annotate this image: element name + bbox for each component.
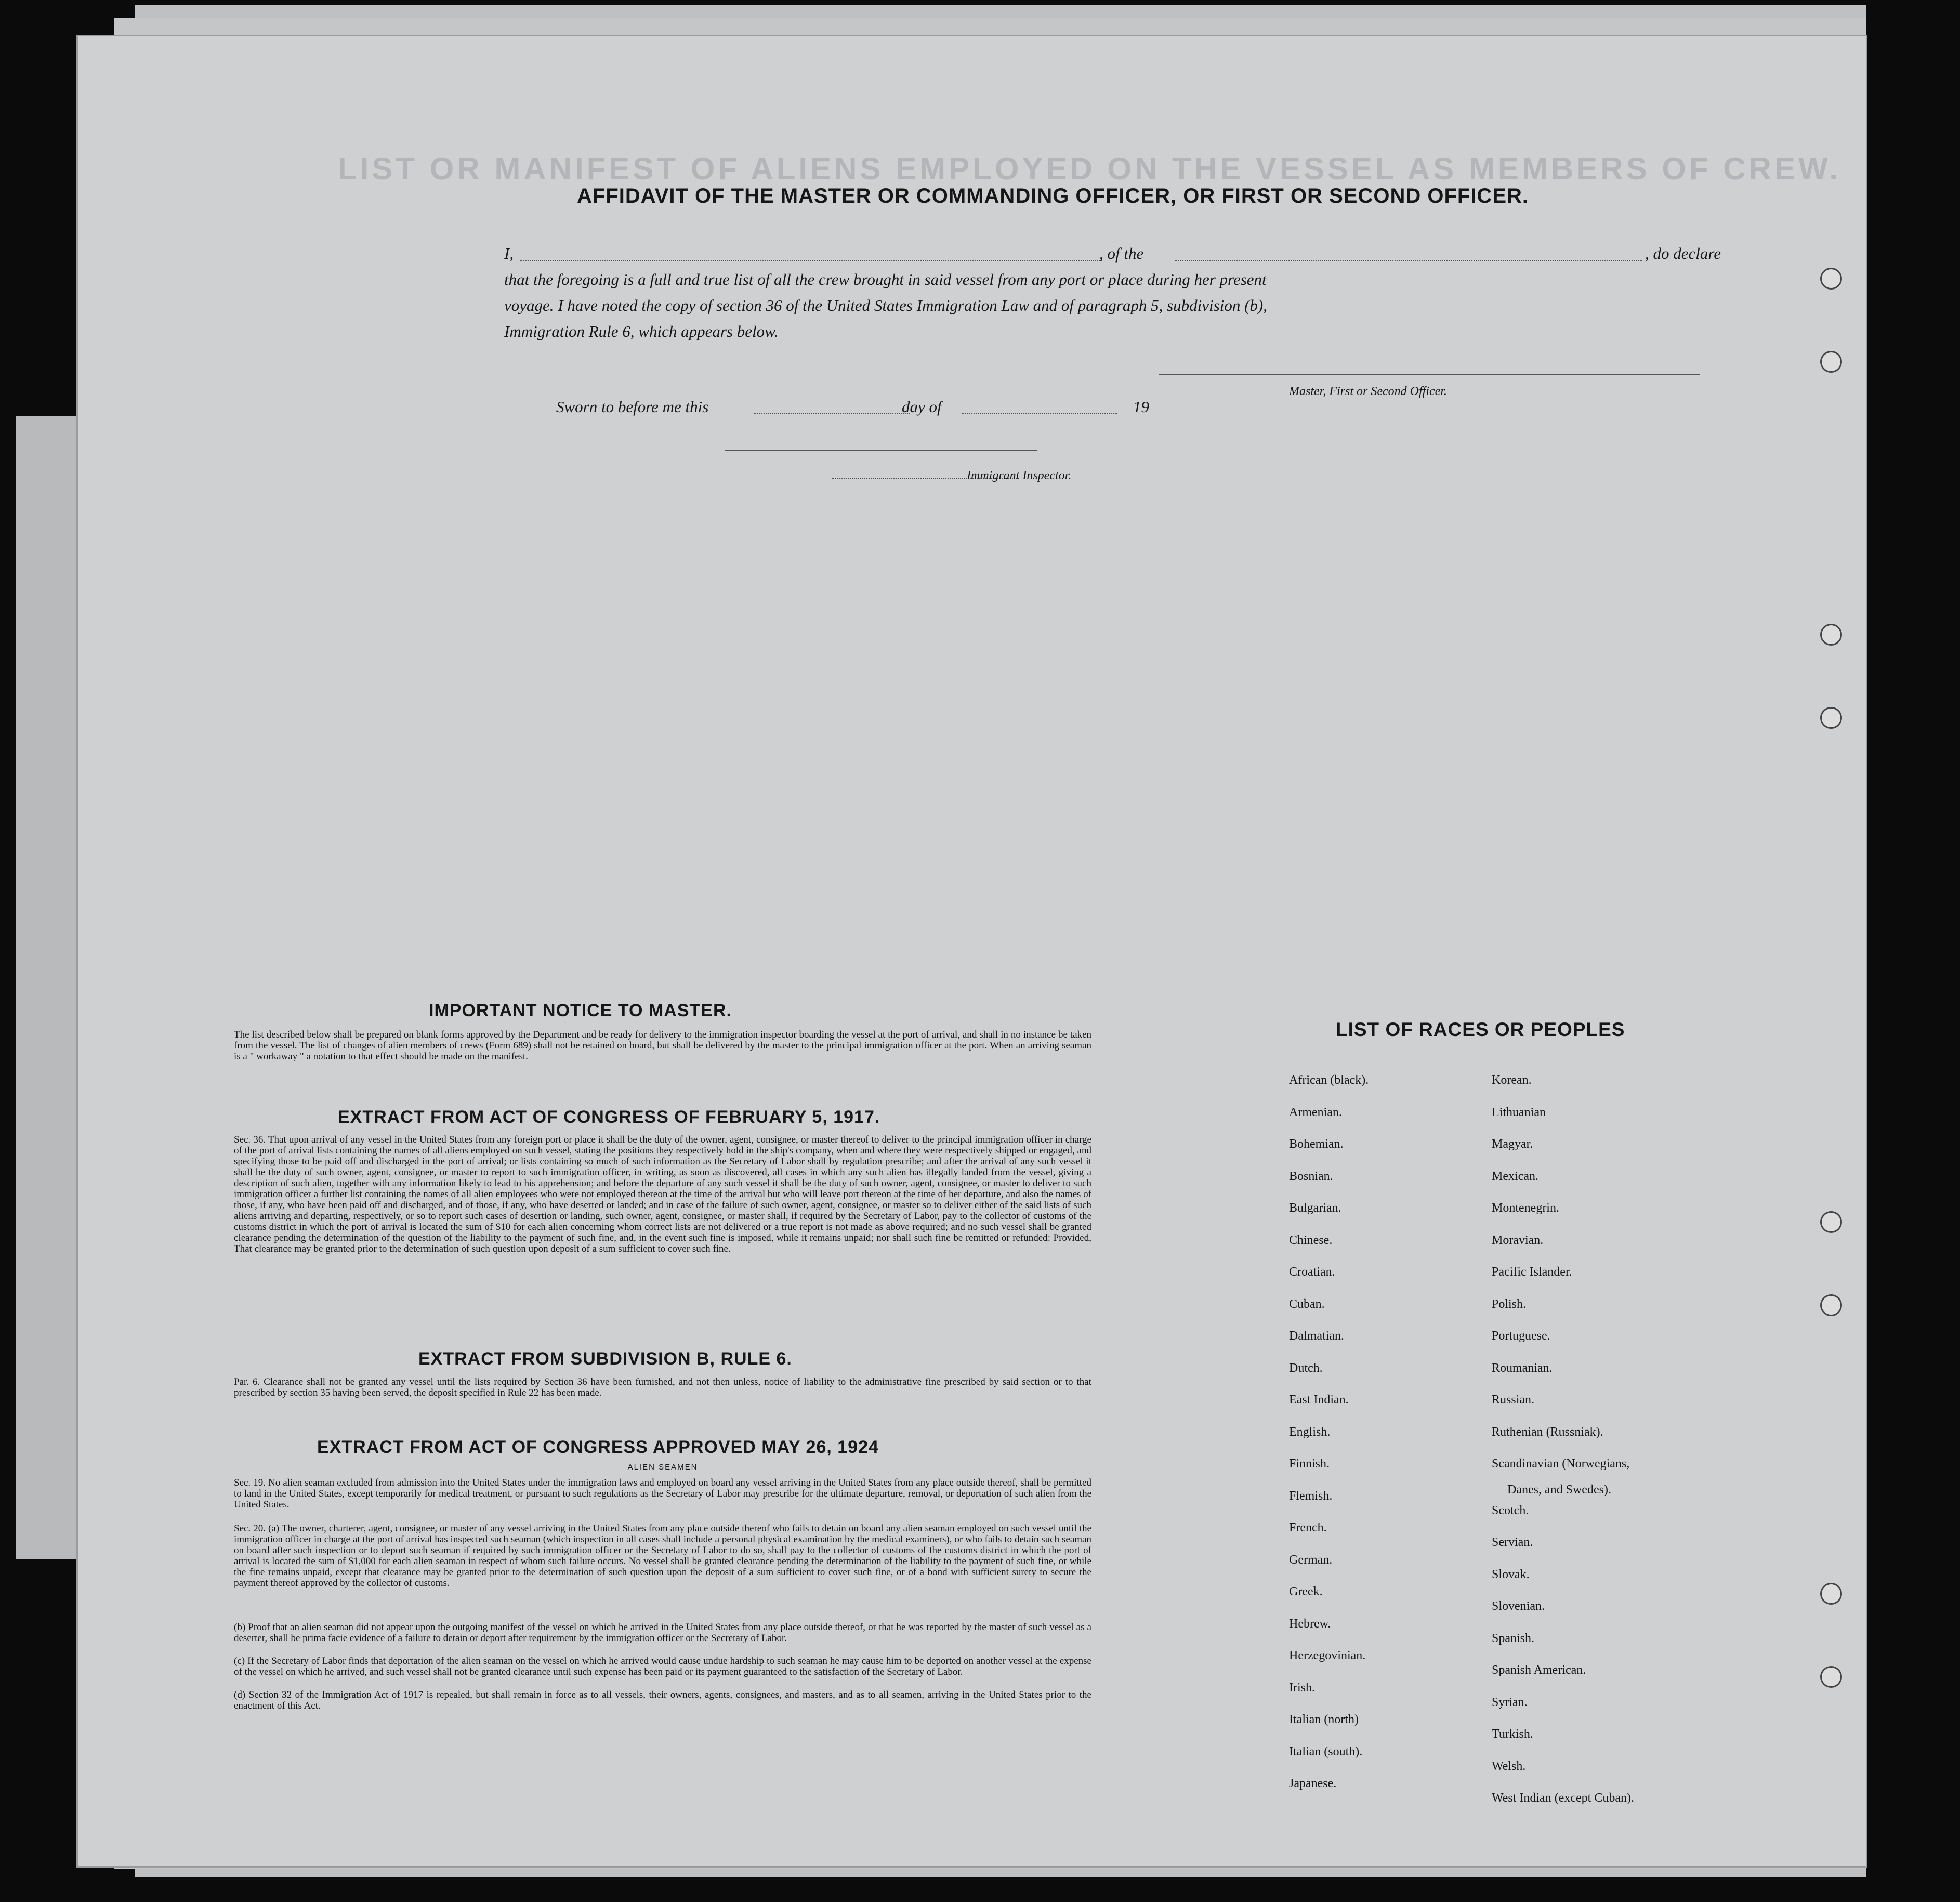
race-item-left: Bosnian. — [1289, 1169, 1333, 1183]
inspector-label: Immigrant Inspector. — [967, 469, 1072, 482]
master-signature-label: Master, First or Second Officer. — [1289, 385, 1447, 398]
race-item-right: Scotch. — [1492, 1503, 1529, 1517]
race-item-left: African (black). — [1289, 1073, 1369, 1087]
race-item-left: Finnish. — [1289, 1457, 1330, 1471]
act-1924-sec-20b: (b) Proof that an alien seaman did not appear upon the outgoing manifest of the vessel on which he arrived in the United States from any place outside thereof, or that he was reported by the master of such vessel as a deserter, shall be prima facie evidence of a failure to detain or deport after requirement by the immigration officer or the Secretary of Labor. — [234, 1622, 1091, 1644]
race-item-right: Russian. — [1492, 1393, 1535, 1407]
race-item-right: Lithuanian — [1492, 1105, 1546, 1119]
affiant-name-field[interactable] — [520, 260, 1102, 261]
affidavit-line-2: that the foregoing is a full and true list of all the crew brought in said vessel from any port or place during her present — [504, 270, 1267, 288]
race-item-right: Roumanian. — [1492, 1361, 1553, 1375]
year-label: 19 — [1133, 398, 1149, 416]
punch-hole — [1820, 268, 1842, 290]
rule-6-body: Par. 6. Clearance shall not be granted any vessel until the lists required by Section 36 have been furnished, and not then unless, notice of liability to the administrative fine prescribed by said section or to that prescribed by section 35 having been served, the deposit specified in Rule 22 has been made. — [234, 1376, 1091, 1398]
punch-hole — [1820, 1211, 1842, 1233]
race-item-left: Armenian. — [1289, 1105, 1342, 1119]
binding-tab — [16, 416, 88, 1559]
act-1924-title: EXTRACT FROM ACT OF CONGRESS APPROVED MAY 26, 1924 — [317, 1437, 879, 1457]
race-item-left: French. — [1289, 1521, 1327, 1534]
punch-hole — [1820, 351, 1842, 373]
race-item-right: Spanish. — [1492, 1631, 1535, 1645]
act-1917-title: EXTRACT FROM ACT OF CONGRESS OF FEBRUARY 5, 1917. — [338, 1107, 880, 1127]
act-1924-sec-19: Sec. 19. No alien seaman excluded from admission into the United States under the immigration laws and employed on board any vessel arriving in the United States from any place outside thereof, shall be permitted to land in the United States, except temporarily for medical treatment, or pursuant to such regulations as the Secretary of Labor may prescribe for the ultimate departure, removal, or deportation of such alien from the United States. — [234, 1477, 1091, 1510]
affidavit-i-label: I, — [504, 244, 514, 263]
manifest-sheet — [78, 36, 1866, 1866]
race-item-right: Slovak. — [1492, 1567, 1530, 1581]
race-item-left: Dalmatian. — [1289, 1329, 1344, 1343]
affidavit-do-declare-label: , do declare — [1645, 244, 1721, 263]
sworn-day-field[interactable] — [754, 413, 910, 414]
race-item-left: Japanese. — [1289, 1777, 1337, 1790]
vessel-name-field[interactable] — [1175, 260, 1642, 261]
race-item-left: German. — [1289, 1553, 1333, 1567]
race-item-right: Moravian. — [1492, 1233, 1544, 1247]
punch-hole — [1820, 1583, 1842, 1605]
race-item-left: Dutch. — [1289, 1361, 1323, 1375]
race-item-right: Spanish American. — [1492, 1663, 1586, 1677]
notice-body: The list described below shall be prepared on blank forms approved by the Department and be ready for delivery to the immigration inspector boarding the vessel at the port of arrival, and shall in no instance be taken from the vessel. The list of changes of alien members of crews (Form 689) shall not be retained on board, but shall be delivered by the master to the principal immigration officer at the port. When an arriving seaman is a " workaway " a notation to that effect should be made on the manifest. — [234, 1029, 1091, 1062]
race-item-left: Cuban. — [1289, 1297, 1325, 1311]
affidavit-title: AFFIDAVIT OF THE MASTER OR COMMANDING OFFICER, OR FIRST OR SECOND OFFICER. — [577, 185, 1529, 207]
day-of-label: day of — [902, 398, 942, 416]
race-item-left: Herzegovinian. — [1289, 1649, 1366, 1662]
race-item-right: Servian. — [1492, 1536, 1533, 1549]
race-item-left: Italian (south). — [1289, 1744, 1363, 1759]
race-item-left: English. — [1289, 1425, 1331, 1439]
punch-hole — [1820, 624, 1842, 646]
race-item-right: Korean. — [1492, 1073, 1532, 1087]
race-item-right: Portuguese. — [1492, 1329, 1550, 1343]
race-item-left: Flemish. — [1289, 1489, 1333, 1503]
race-item-right: West Indian (except Cuban). — [1492, 1791, 1634, 1805]
race-item-left: Bulgarian. — [1289, 1201, 1341, 1215]
affidavit-of-the-label: , of the — [1099, 244, 1144, 263]
affidavit-line-4: Immigration Rule 6, which appears below. — [504, 322, 779, 340]
race-item-left: Bohemian. — [1289, 1137, 1344, 1151]
race-item-left: Chinese. — [1289, 1233, 1333, 1247]
punch-hole — [1820, 1666, 1842, 1688]
race-scandinavian-continued: Danes, and Swedes). — [1507, 1483, 1611, 1497]
race-item-right: Pacific Islander. — [1492, 1265, 1572, 1279]
races-title: LIST OF RACES OR PEOPLES — [1336, 1019, 1625, 1040]
act-1924-sec-20c: (c) If the Secretary of Labor finds that deportation of the alien seaman on the vessel on which he arrived would cause undue hardship to such seaman he may cause him to be deported on another vessel at the expense of the vessel on which he arrived, and such vessel shall not be granted clearance until such expense has been paid or its payment guaranteed to the satisfaction of the Secretary of Labor. — [234, 1656, 1091, 1677]
race-item-left: Hebrew. — [1289, 1617, 1331, 1631]
race-item-left: Greek. — [1289, 1585, 1323, 1598]
race-item-right: Montenegrin. — [1492, 1201, 1559, 1215]
race-item-right: Slovenian. — [1492, 1599, 1545, 1613]
affidavit-line-3: voyage. I have noted the copy of section 36 of the United States Immigration Law and of paragraph 5, subdivision (b), — [504, 296, 1267, 314]
race-item-right: Scandinavian (Norwegians, — [1492, 1457, 1630, 1471]
act-1924-sec-20a: Sec. 20. (a) The owner, charterer, agent, consignee, or master of any vessel arriving in the United States from any place outside thereof who fails to detain on board any alien seaman employed on such vessel until the immigration officer in charge at the port of arrival has inspected such seaman (which inspection in all cases shall include a personal physical examination by the medical examiners), or who fails to detain such seaman on board after such inspection or to deport such seaman if required by such immigration officer or the Secretary of Labor to do so, shall pay to the collector of customs of the customs district in which the port of arrival is located the sum of $1,000 for each alien seaman in respect of whom such failure occurs. No vessel shall be granted clearance pending the determination of the liability to the payment of such fine, or while the fine remains unpaid, except that clearance may be granted prior to the determination of such question upon the deposit of a sum sufficient to cover such fine, or of a bond with sufficient surety to secure the payment thereof approved by the collector of customs. — [234, 1523, 1091, 1589]
act-1917-body: Sec. 36. That upon arrival of any vessel in the United States from any foreign port or place it shall be the duty of the owner, agent, consignee, or master thereof to deliver to the principal immigration officer in charge of the port of arrival lists containing the names of all aliens employed on such vessel, stating the positions they respectively hold in the ship's company, when and where they were respectively shipped or engaged, and specifying those to be paid off and discharged in the port of arrival; or lists containing so much of such information as the Secretary of Labor shall by regulation prescribe; and after the arrival of any such vessel it shall be the duty of such owner, agent, consignee, or master to report to such immigration officer, in writing, as soon as discovered, all cases in which any such alien has illegally landed from the vessel, giving a description of such alien, together with any information likely to lead to his apprehension; and before the departure of any such vessel it shall be the duty of such owner, agent, consignee, or master to deliver to such immigration officer a further list containing the names of all alien employees who were not employed thereon at the time of the arrival but who will leave port thereon at the time of her departure, and also the names of those, if any, who have been paid off and discharged, and of those, if any, who have deserted or landed; and in case of the failure of such owner, agent, consignee, or master so to deliver either of the said lists of such aliens arriving and departing, respectively, or so to report such cases of desertion or landing, such owner, agent, consignee, or master shall, if required by the Secretary of Labor, pay to the collector of customs of the customs district in which the port of arrival is located the sum of $10 for each alien concerning whom correct lists are not delivered or a true report is not made as above required; and no such vessel shall be granted clearance pending the determination of the question of the liability to the payment of such fine, and, in the event such fine is imposed, while it remains unpaid; nor shall such fine be remitted or refunded: Provided, That clearance may be granted prior to the determination of such question upon deposit of a sum sufficient to cover such fine. — [234, 1134, 1091, 1254]
punch-hole — [1820, 1294, 1842, 1316]
bleed-through-heading: LIST OR MANIFEST OF ALIENS EMPLOYED ON THE VESSEL AS MEMBERS OF CREW. — [338, 151, 1841, 186]
sworn-label: Sworn to before me this — [556, 398, 709, 416]
act-1924-subtitle: ALIEN SEAMEN — [627, 1463, 698, 1472]
race-item-right: Magyar. — [1492, 1137, 1533, 1151]
act-1924-sec-20d: (d) Section 32 of the Immigration Act of 1917 is repealed, but shall remain in force as to all vessels, their owners, agents, consignees, and masters, and as to all seamen, arriving in the United States prior to the enactment of this Act. — [234, 1689, 1091, 1711]
master-signature-line[interactable] — [1159, 374, 1700, 375]
race-item-right: Ruthenian (Russniak). — [1492, 1425, 1603, 1439]
race-item-right: Turkish. — [1492, 1727, 1533, 1741]
notice-title: IMPORTANT NOTICE TO MASTER. — [429, 1001, 732, 1020]
race-item-right: Syrian. — [1492, 1695, 1528, 1709]
race-item-left: East Indian. — [1289, 1393, 1349, 1407]
race-item-right: Polish. — [1492, 1297, 1527, 1311]
race-item-left: Croatian. — [1289, 1265, 1335, 1279]
sworn-month-field[interactable] — [962, 413, 1117, 414]
rule-6-title: EXTRACT FROM SUBDIVISION B, RULE 6. — [418, 1349, 792, 1369]
inspector-signature-line[interactable] — [725, 450, 1037, 451]
punch-hole — [1820, 707, 1842, 729]
race-item-left: Irish. — [1289, 1681, 1315, 1695]
race-item-left: Italian (north) — [1289, 1713, 1359, 1726]
race-item-right: Welsh. — [1492, 1759, 1526, 1773]
race-item-right: Mexican. — [1492, 1169, 1538, 1183]
